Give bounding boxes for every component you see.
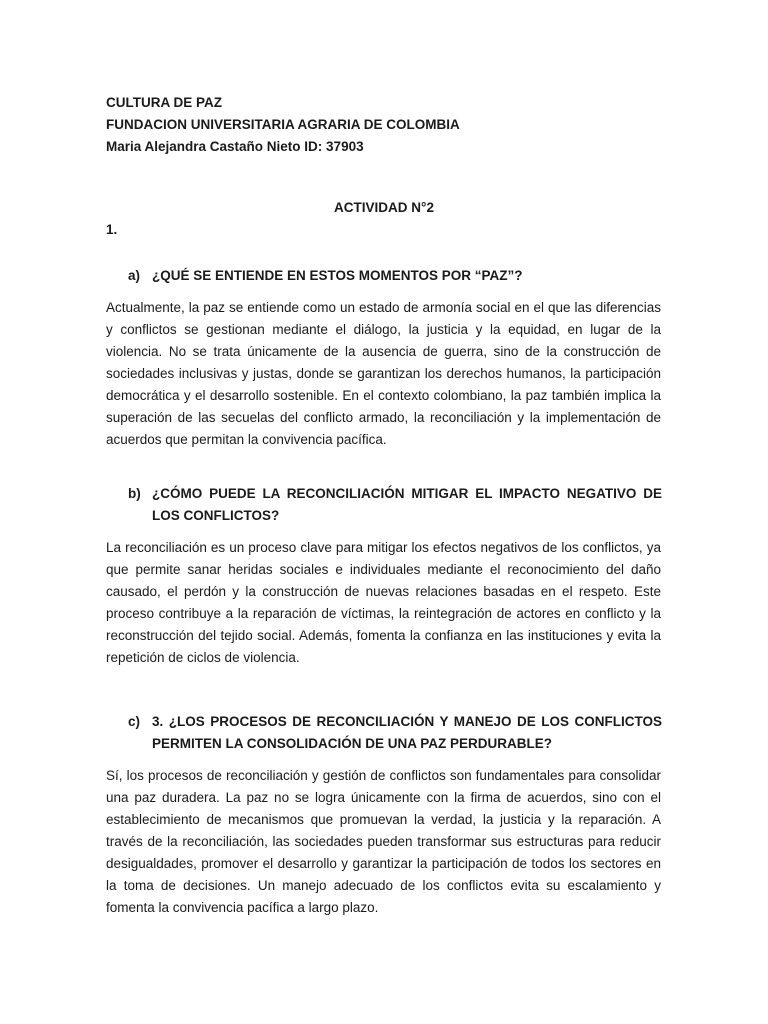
answer-a: Actualmente, la paz se entiende como un estado de armonía social en el que las diferencias y conflictos se gestionan mediante el diálogo, la justicia y la equidad, en lugar de la violencia. No se trata únicamente de la ausencia de guerra, sino de la construcción de sociedades inclusivas y justas, donde se garantizan los derechos humanos, la participación democrática y el desarrollo sostenible. En el contexto colombiano, la paz también implica la superación de las secuelas del conflicto armado, la reconciliación y la implementación de acuerdos que permitan la convivencia pacífica. [106, 300, 661, 447]
question-a [128, 265, 662, 287]
course-title: CULTURA DE PAZ [106, 95, 222, 110]
question-c-letter: c) [128, 714, 141, 729]
question-b-text: ¿CÓMO PUEDE LA RECONCILIACIÓN MITIGAR EL IMPACTO NEGATIVO DE LOS CONFLICTOS? [152, 486, 662, 523]
answer-c: Sí, los procesos de reconciliación y gestión de conflictos son fundamentales para consolidar una paz duradera. La paz no se logra únicamente con la firma de acuerdos, sino con el establecimiento de mecanismos que promuevan la verdad, la justicia y la reparación. A través de la reconciliación, las sociedades pueden transformar sus estructuras para reducir desigualdades, promover el desarrollo y garantizar la participación de todos los sectores en la toma de decisiones. Un manejo adecuado de los conflictos evita su escalamiento y fomenta la convivencia pacífica a largo plazo. [106, 768, 661, 915]
question-c-text: 3. ¿LOS PROCESOS DE RECONCILIACIÓN Y MANEJO DE LOS CONFLICTOS PERMITEN LA CONSOLIDACIÓN DE UNA PAZ PERDURABLE? [152, 714, 662, 751]
question-b-letter: b) [128, 486, 141, 501]
student-name-id: Maria Alejandra Castaño Nieto ID: 37903 [106, 139, 364, 154]
question-a-text: ¿QUÉ SE ENTIENDE EN ESTOS MOMENTOS POR “PAZ”? [152, 268, 523, 283]
question-c [128, 711, 662, 755]
document-header [106, 92, 460, 158]
question-a-letter: a) [128, 268, 141, 283]
section-number: 1. [106, 222, 118, 237]
activity-title: ACTIVIDAD N°2 [334, 200, 434, 215]
answer-b: La reconciliación es un proceso clave para mitigar los efectos negativos de los conflictos, ya que permite sanar heridas sociales e individuales mediante el reconocimiento del daño causado, el perdón y la construcción de nuevas relaciones basadas en el respeto. Este proceso contribuye a la reparación de víctimas, la reintegración de actores en conflicto y la reconstrucción del tejido social. Además, fomenta la confianza en las instituciones y evita la repetición de ciclos de violencia. [106, 540, 661, 665]
university-name: FUNDACION UNIVERSITARIA AGRARIA DE COLOMBIA [106, 117, 460, 132]
question-b [128, 483, 662, 527]
